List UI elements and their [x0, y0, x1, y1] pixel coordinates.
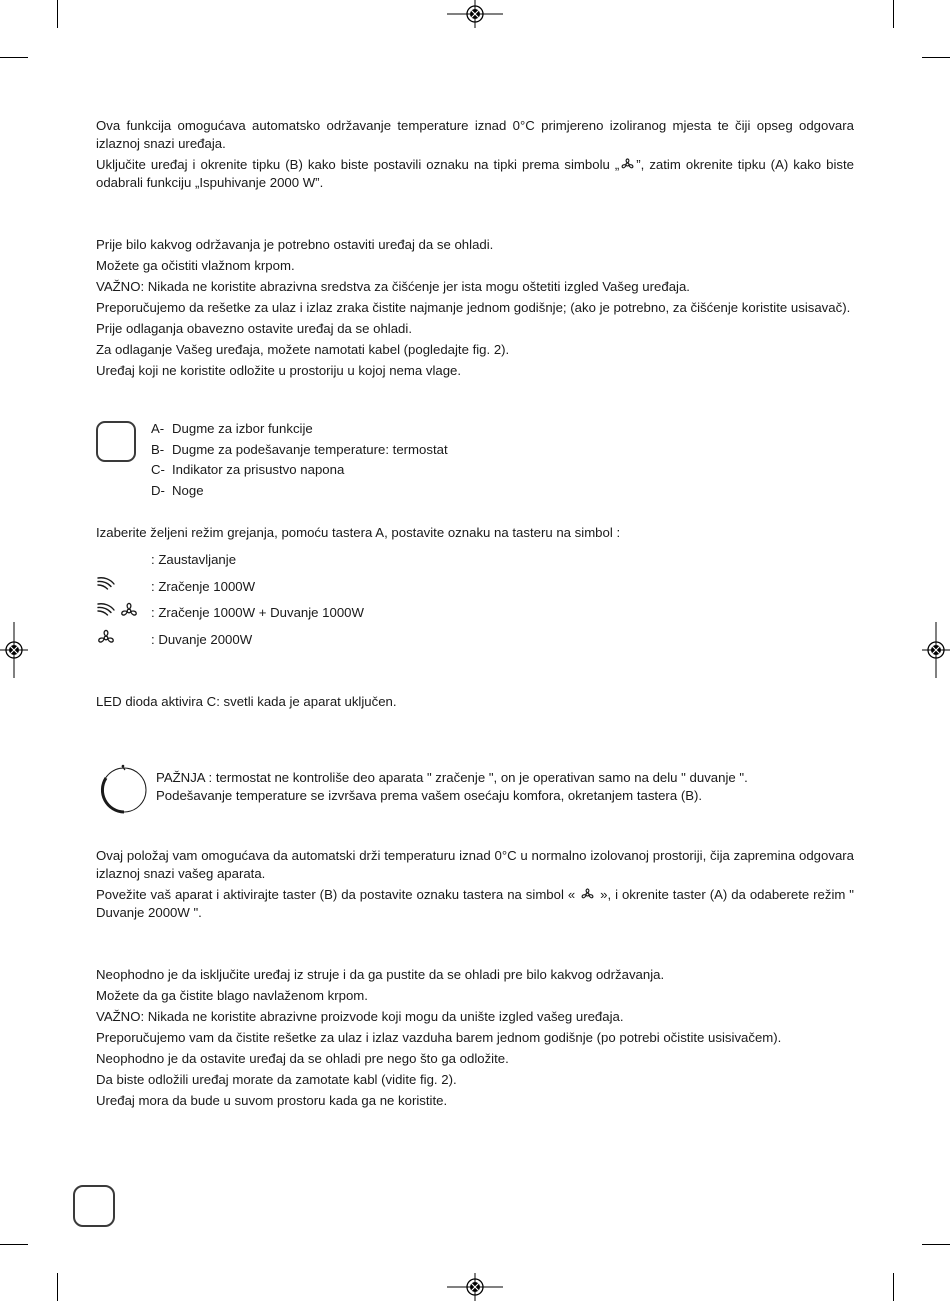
legend-item: [151, 482, 448, 503]
paragraph: [96, 156, 854, 192]
led-note: LED dioda aktivira C: svetli kada je aparat uključen.: [96, 694, 397, 709]
list-item: Uređaj mora da bude u suvom prostoru kada ga ne koristite.: [96, 1093, 448, 1108]
section-frost-protection-hr: [96, 117, 854, 195]
list-item: Možete ga očistiti vlažnom krpom.: [96, 258, 295, 273]
paragraph-text: Uključite uređaj i okrenite tipku (B) kako biste postavili oznaku na tipki prema simbolu „: [96, 157, 620, 172]
crop-mark: [57, 1273, 58, 1301]
heading-box: [96, 421, 136, 462]
legend-item: [151, 420, 448, 441]
list-item: Prije bilo kakvog održavanja je potrebno ostaviti uređaj da se ohladi.: [96, 237, 494, 252]
registration-mark-icon: [447, 0, 503, 28]
section-maintenance-sr: [96, 966, 854, 1113]
warning-text: [156, 769, 748, 805]
crop-mark: [893, 0, 894, 28]
paragraph-text: ”, zatim okrenite tipku (A) kako biste odabrali funkciju „Ispuhivanje 2000 W”.: [96, 157, 855, 190]
warning-line: PAŽNJA : termostat ne kontroliše deo aparata " zračenje ", on je operativan samo na delu " duvanje ".: [156, 770, 748, 785]
list-item: Preporučujemo vam da čistite rešetke za ulaz i izlaz vazduha barem jednom godišnje (po potrebi očistite usisivačem).: [96, 1030, 782, 1045]
section-maintenance-hr: [96, 236, 854, 383]
thermostat-dial-icon: [96, 760, 152, 816]
registration-mark-icon: [922, 622, 950, 678]
legend-key: A-: [151, 421, 165, 436]
legend-key: D-: [151, 483, 165, 499]
paragraph: Ova funkcija omogućava automatsko održavanje temperature iznad 0°C primjereno izoliranog mjesta te čiji opseg odgovara izlaznoj snazi uređaja.: [96, 118, 854, 151]
snowflake-fan-icon: [581, 888, 594, 901]
legend-text: Dugme za podešavanje temperature: termostat: [172, 441, 448, 457]
crop-mark: [893, 1273, 894, 1301]
parts-legend: [151, 420, 448, 503]
mode-label: : Duvanje 2000W: [151, 632, 253, 647]
list-item: Da biste odložili uređaj morate da zamotate kabl (vidite fig. 2).: [96, 1072, 457, 1087]
legend-text: Noge: [172, 483, 204, 499]
paragraph: Ovaj položaj vam omogućava da automatski drži temperaturu iznad 0°C u normalno izolovanoj prostoriji, čija zapremina odgovara izlaznoj snazi vašeg aparata.: [96, 848, 854, 881]
mode-label: : Zaustavljanje: [151, 552, 237, 567]
registration-mark-icon: [0, 622, 28, 678]
list-item: Prije odlaganja obavezno ostavite uređaj da se ohladi.: [96, 321, 412, 336]
list-item: Neophodno je da ostavite uređaj da se ohladi pre nego što ga odložite.: [96, 1051, 509, 1066]
legend-text: Indikator za prisustvo napona: [172, 462, 345, 478]
list-item: Uređaj koji ne koristite odložite u prostoriju u kojoj nema vlage.: [96, 363, 462, 378]
legend-item: [151, 461, 448, 482]
section-frost-protection-sr: [96, 847, 854, 925]
crop-mark: [0, 1244, 28, 1245]
crop-mark: [922, 1244, 950, 1245]
list-item: Možete da ga čistite blago navlaženom krpom.: [96, 988, 368, 1003]
crop-mark: [0, 57, 28, 58]
snowflake-fan-icon: [621, 158, 634, 171]
paragraph-text: Povežite vaš aparat i aktivirajte taster (B) da postavite oznaku tastera na simbol «: [96, 887, 576, 902]
list-item: Preporučujemo da rešetke za ulaz i izlaz zraka čistite najmanje jednom godišnje; (ako je potrebno, za čišćenje koristite usisavač).: [96, 300, 851, 315]
fan-icon: [96, 628, 116, 648]
legend-text: Dugme za izbor funkcije: [172, 421, 313, 436]
mode-label: : Zračenje 1000W + Duvanje 1000W: [151, 605, 364, 620]
legend-key: B-: [151, 441, 165, 457]
page-number-box: [73, 1185, 115, 1227]
mode-label: : Zračenje 1000W: [151, 579, 256, 594]
radiant-fan-icon: [96, 601, 140, 621]
legend-key: C-: [151, 462, 165, 478]
list-item: VAŽNO: Nikada ne koristite abrazivne proizvode koji mogu da unište izgled vašeg uređaja.: [96, 1009, 624, 1024]
list-item: Neophodno je da isključite uređaj iz struje i da ga pustite da se ohladi pre bilo kakvog održavanja.: [96, 967, 665, 982]
crop-mark: [57, 0, 58, 28]
warning-line: Podešavanje temperature se izvršava prema vašem osećaju komfora, okretanjem tastera (B).: [156, 788, 703, 803]
registration-mark-icon: [447, 1273, 503, 1301]
list-item: VAŽNO: Nikada ne koristite abrazivna sredstva za čišćenje jer ista mogu oštetiti izgled Vašeg uređaja.: [96, 279, 690, 294]
paragraph: [96, 886, 854, 922]
legend-item: [151, 441, 448, 462]
radiant-icon: [96, 575, 118, 593]
paragraph-text: », i okrenite taster (A) da odaberete režim " Duvanje 2000W ".: [96, 887, 854, 920]
crop-mark: [922, 57, 950, 58]
modes-intro: Izaberite željeni režim grejanja, pomoću tastera A, postavite oznaku na tasteru na simbol :: [96, 525, 621, 540]
list-item: Za odlaganje Vašeg uređaja, možete namotati kabel (pogledajte fig. 2).: [96, 342, 510, 357]
